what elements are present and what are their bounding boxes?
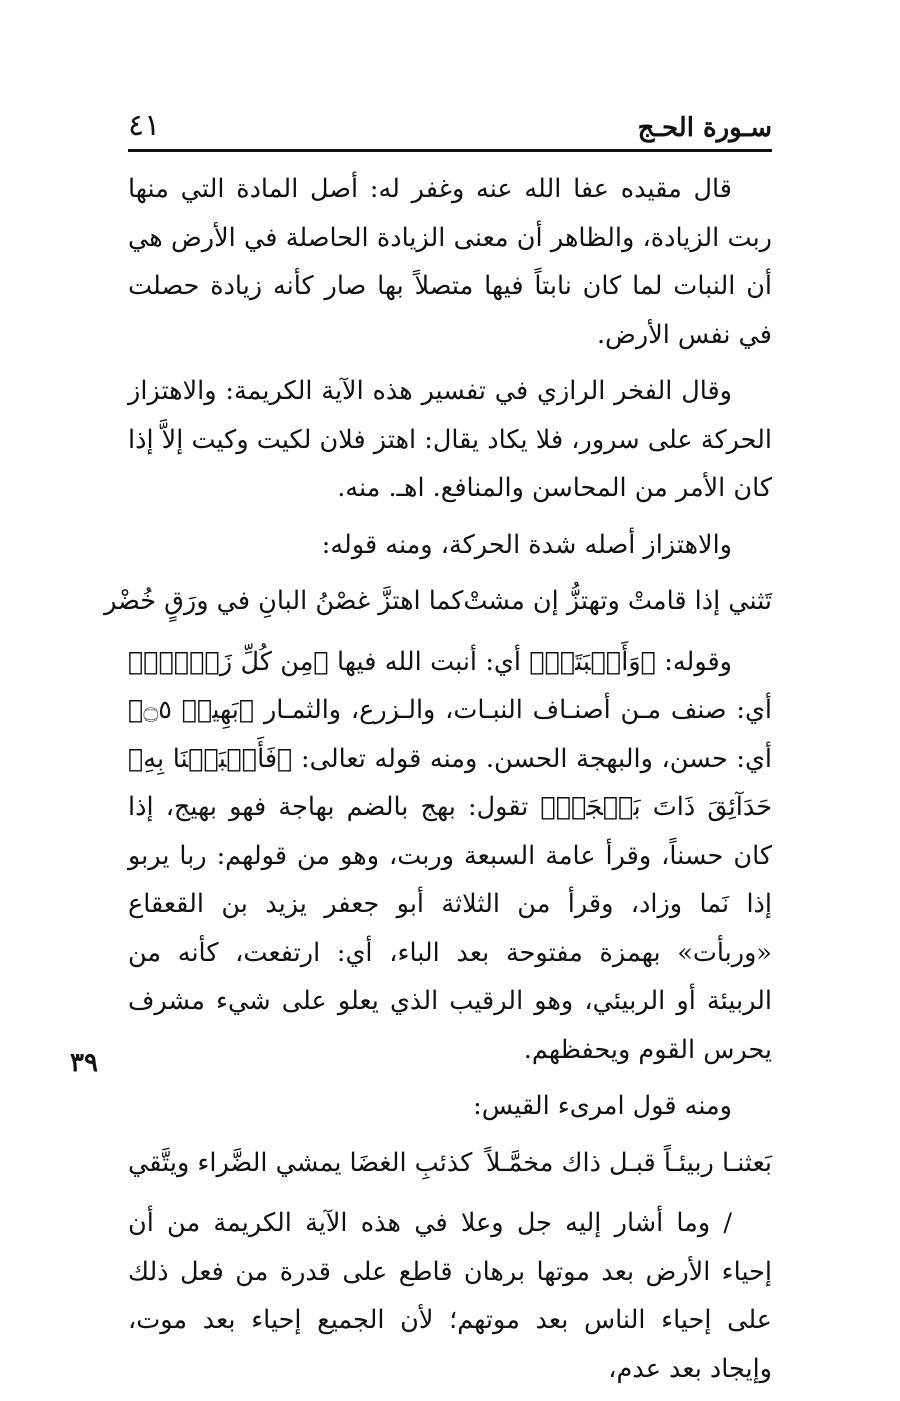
poetry-verse — [128, 1139, 772, 1188]
verse-first-hemistich: بَعثنـا ربيئـاً قبـل ذاك مخمَّـلاً — [485, 1147, 772, 1178]
paragraph: قال مقيده عفا الله عنه وغفر له: أصل المادة التي منها ربت الزيادة، والظاهر أن معنى الزيادة الحاصلة في الأرض هي أن النبات لما كان نابتاً فيها متصلاً بها صار كأنه زيادة حصلت في نفس الأرض. — [128, 174, 772, 350]
paragraph: وقوله: ﴿وَأَنۢبَتَتۡ﴾ أي: أنبت الله فيها ﴿مِن كُلِّ زَوۡجِۭ﴾ أي: صنف مـن أصنـاف النبـات، والـزرع، والثمـار ﴿بَهِيجٖ ۝٥﴾ أي: حسن، والبهجة الحسن. ومنه قوله تعالى: ﴿فَأَنۢبَتۡنَا بِهِۦ حَدَآئِقَ ذَاتَ بَهۡجَةٖ﴾ تقول: بهج بالضم بهاجة فهو بهيج، إذا كان حسناً، وقرأ عامة السبعة وربت، وهو من قولهم: ربا يربو إذا نَما وزاد، وقرأ من الثلاثة أبو جعفر يزيد بن القعقاع «وربأت» بهمزة مفتوحة بعد الباء، أي: ارتفعت، كأنه من الربيئة أو الربيئي، وهو الرقيب الذي يعلو على شيء مشرف يحرس القوم ويحفظهم. — [128, 646, 772, 1065]
page-number: ٤١ — [128, 108, 161, 143]
paragraph: والاهتزاز أصله شدة الحركة، ومنه قوله: — [321, 529, 732, 560]
verse-first-hemistich: تَثني إذا قامتْ وتهتزُّ إن مشتْ — [463, 586, 772, 616]
verse-second-hemistich: كذئبِ الغضَا يمشي الضَّراء ويتَّقي — [128, 1147, 473, 1178]
paragraph: وقال الفخر الرازي في تفسير هذه الآية الكريمة: والاهتزاز الحركة على سرور، فلا يكاد يقال: اهتز فلان لكيت وكيت إلاَّ إذا كان الأمر من المحاسن والمنافع. اهـ. منه. — [128, 376, 772, 503]
paragraph: ومنه قول امرىء القيس: — [473, 1091, 732, 1121]
poetry-verse — [104, 577, 772, 626]
paragraph: / وما أشار إليه جل وعلا في هذه الآية الكريمة من أن إحياء الأرض بعد موتها برهان قاطع على قدرة من فعل ذلك على إحياء الناس بعد موتهم؛ لأن الجميع إحياء بعد موت، وإيجاد بعد عدم، — [128, 1208, 772, 1384]
body-text — [104, 165, 772, 1401]
margin-page-reference: ٣٩ — [70, 1048, 98, 1078]
running-title: سـورة الحـج — [637, 113, 772, 143]
verse-second-hemistich: كما اهتزَّ غصْنُ البانِ في ورَقٍ خُضْر — [104, 586, 464, 616]
page-header — [128, 100, 772, 152]
